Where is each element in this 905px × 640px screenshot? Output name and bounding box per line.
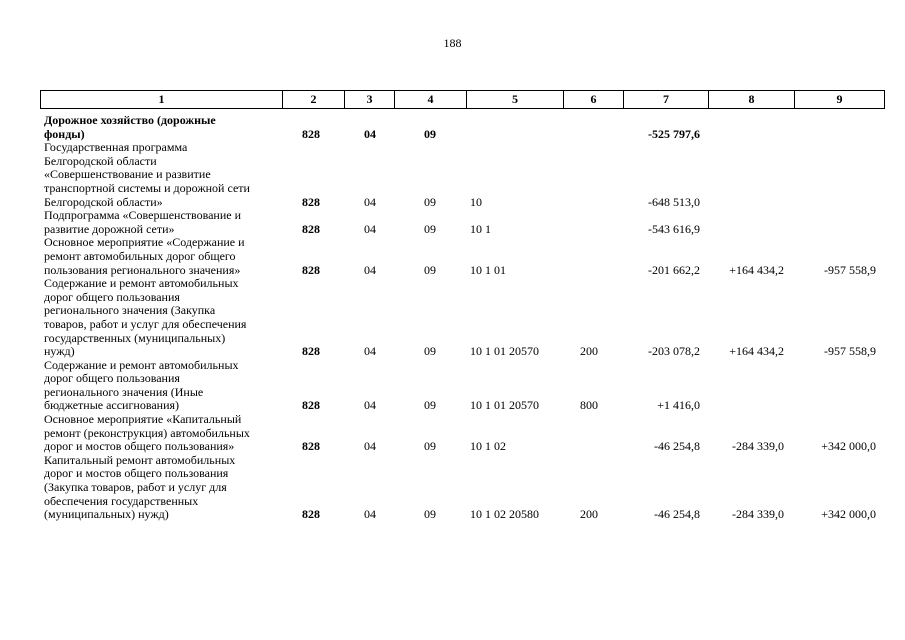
cell-c3: 04 [364,398,376,413]
description-line: Капитальный ремонт автомобильных [44,452,236,467]
cell-c7: -46 254,8 [654,507,700,522]
cell-c4: 09 [424,344,436,359]
description-line: дорог и мостов общего пользования» [44,439,235,454]
cell-c3: 04 [364,344,376,359]
cell-c5: 10 1 02 20580 [470,507,539,522]
cell-c5: 10 1 01 20570 [470,398,539,413]
header-col-5: 5 [467,91,564,109]
description-line: (Закупка товаров, работ и услуг для [44,480,227,495]
header-col-2: 2 [283,91,345,109]
description-line: дорог общего пользования [44,289,180,304]
header-col-7: 7 [624,91,709,109]
table-row [40,209,885,236]
cell-c8: +164 434,2 [729,344,784,359]
description-line: Подпрограмма «Совершенствование и [44,208,242,223]
cell-c4: 09 [424,507,436,522]
row-description [44,277,280,359]
cell-c7: -648 513,0 [648,194,700,209]
description-line: Основное мероприятие «Содержание и [44,235,245,250]
row-description [44,236,280,277]
cell-c2: 828 [302,439,320,454]
table-row [40,114,885,141]
cell-c9: +342 000,0 [821,439,876,454]
cell-c5: 10 1 02 [470,439,506,454]
cell-c7: -203 078,2 [648,344,700,359]
cell-c3: 04 [364,439,376,454]
description-line: нужд) [44,344,75,359]
description-line: (муниципальных) нужд) [44,507,169,522]
description-line: ремонт (реконструкция) автомобильных [44,425,250,440]
description-line: бюджетные ассигнования) [44,398,180,413]
cell-c6: 200 [580,344,598,359]
column-number-header [40,90,885,109]
cell-c5: 10 1 01 20570 [470,344,539,359]
cell-c4: 09 [424,439,436,454]
description-line: Белгородской области [44,153,157,168]
description-line: Содержание и ремонт автомобильных [44,276,239,291]
cell-c9: -957 558,9 [824,344,876,359]
row-description [44,359,280,413]
table-row [40,454,885,522]
description-line: пользования регионального значения» [44,262,241,277]
cell-c9: -957 558,9 [824,262,876,277]
description-line: Государственная программа [44,140,188,155]
cell-c7: -543 616,9 [648,221,700,236]
cell-c2: 828 [302,126,320,141]
row-description [44,141,280,209]
cell-c3: 04 [364,194,376,209]
description-line: Содержание и ремонт автомобильных [44,357,239,372]
cell-c5: 10 1 [470,221,491,236]
cell-c4: 09 [424,398,436,413]
cell-c8: +164 434,2 [729,262,784,277]
description-line: Белгородской области» [44,194,163,209]
header-col-3: 3 [345,91,395,109]
description-line: дорог и мостов общего пользования [44,466,229,481]
description-line: транспортной системы и дорожной сети [44,180,250,195]
cell-c2: 828 [302,262,320,277]
page-number: 188 [443,36,462,50]
cell-c3: 04 [364,126,376,141]
row-description [44,454,280,522]
header-col-1: 1 [41,91,283,109]
row-description [44,413,280,454]
cell-c2: 828 [302,194,320,209]
header-col-9: 9 [795,91,885,109]
description-line: регионального значения (Закупка [44,303,216,318]
cell-c3: 04 [364,507,376,522]
row-description [44,114,280,141]
cell-c2: 828 [302,507,320,522]
cell-c4: 09 [424,221,436,236]
description-line: обеспечения государственных [44,493,199,508]
table-row [40,413,885,454]
cell-c2: 828 [302,398,320,413]
cell-c8: -284 339,0 [732,507,784,522]
budget-table-body [40,114,885,522]
cell-c7: -201 662,2 [648,262,700,277]
description-line: Основное мероприятие «Капитальный [44,412,242,427]
table-row [40,277,885,359]
cell-c4: 09 [424,194,436,209]
table-row [40,236,885,277]
cell-c7: -525 797,6 [648,126,700,141]
cell-c3: 04 [364,262,376,277]
cell-c8: -284 339,0 [732,439,784,454]
description-line: ремонт автомобильных дорог общего [44,248,236,263]
header-col-4: 4 [395,91,467,109]
description-line: дорог общего пользования [44,371,180,386]
description-line: государственных (муниципальных) [44,330,226,345]
cell-c5: 10 [470,194,482,209]
cell-c4: 09 [424,126,436,141]
description-line: развитие дорожной сети» [44,221,175,236]
cell-c7: -46 254,8 [654,439,700,454]
cell-c3: 04 [364,221,376,236]
cell-c5: 10 1 01 [470,262,506,277]
description-line: товаров, работ и услуг для обеспечения [44,316,247,331]
cell-c2: 828 [302,221,320,236]
cell-c2: 828 [302,344,320,359]
description-line: Дорожное хозяйство (дорожные [44,113,216,127]
row-description [44,209,280,236]
description-line: «Совершенствование и развитие [44,167,211,182]
cell-c9: +342 000,0 [821,507,876,522]
cell-c6: 800 [580,398,598,413]
header-col-6: 6 [564,91,624,109]
cell-c4: 09 [424,262,436,277]
header-col-8: 8 [709,91,795,109]
table-row [40,359,885,413]
description-line: регионального значения (Иные [44,384,204,399]
cell-c7: +1 416,0 [657,398,700,413]
cell-c6: 200 [580,507,598,522]
description-line: фонды) [44,126,85,141]
table-row [40,141,885,209]
